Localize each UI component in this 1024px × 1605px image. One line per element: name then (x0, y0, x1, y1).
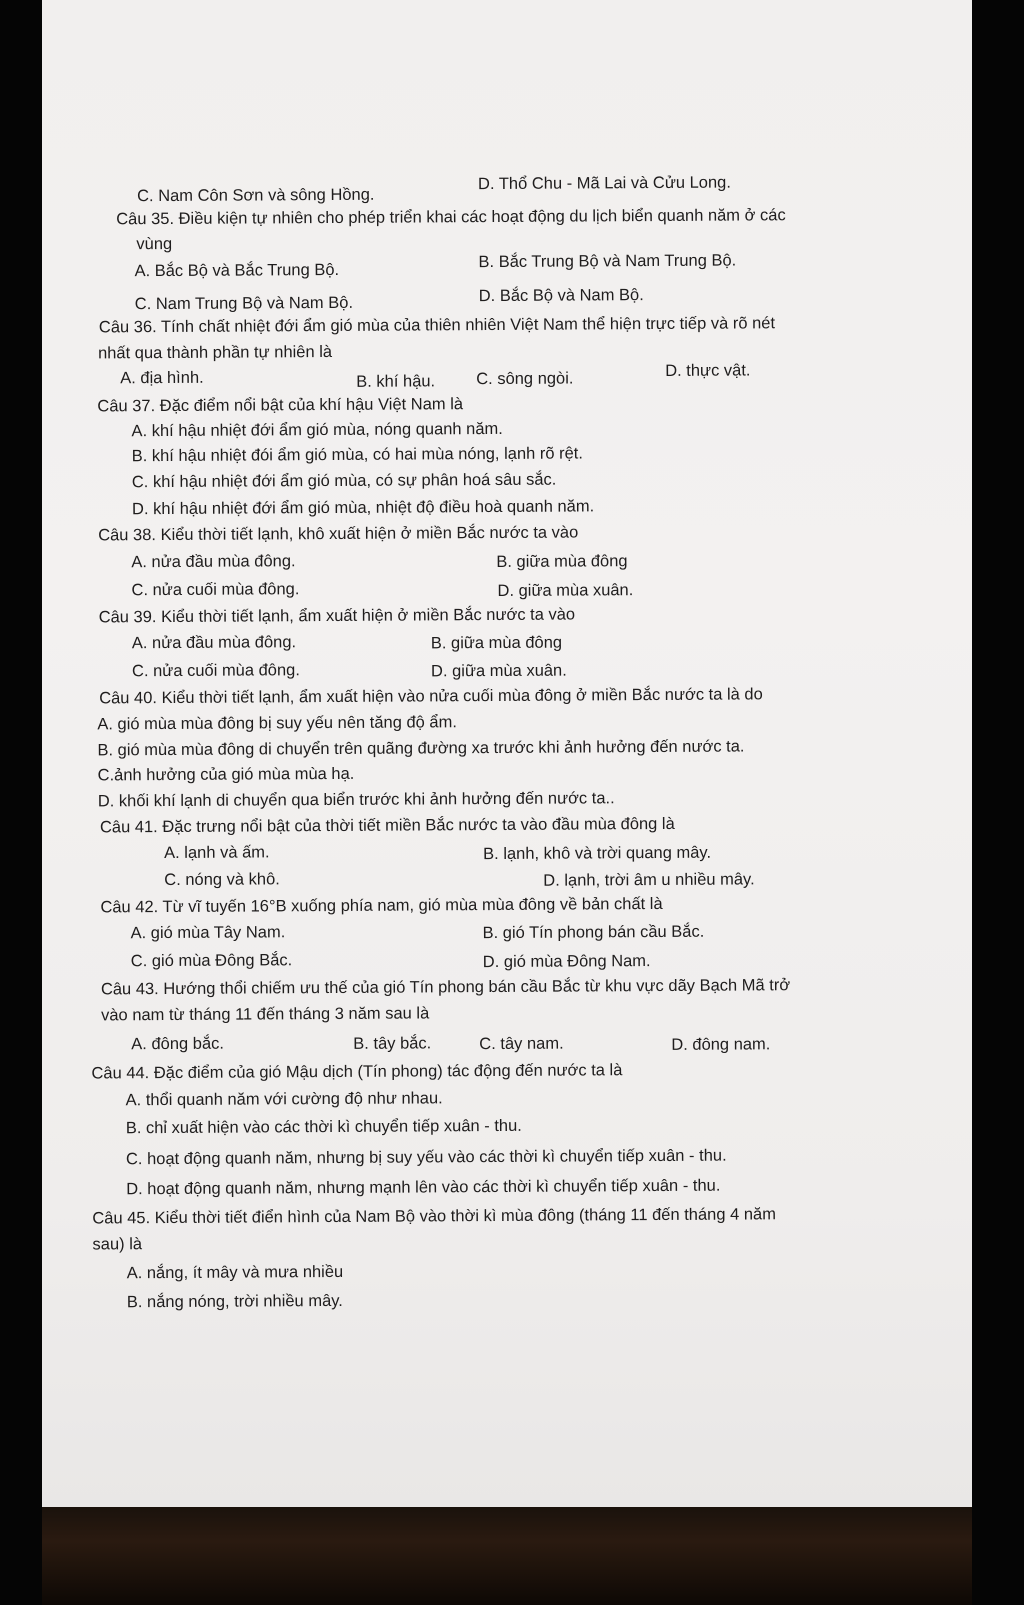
q40-option-d: D. khối khí lạnh di chuyển qua biển trước khi ảnh hưởng đến nước ta.. (97, 789, 615, 811)
q36-stem: Câu 36. Tính chất nhiệt đới ẩm gió mùa của thiên nhiên Việt Nam thể hiện trực tiếp và rõ nét (98, 314, 776, 337)
q38-option-d: D. giữa mùa xuân. (497, 581, 634, 600)
exam-paper-sheet (42, 0, 972, 1507)
q45-stem-cont: sau) là (92, 1235, 143, 1254)
q44-stem: Câu 44. Đặc điểm của gió Mậu dịch (Tín phong) tác động đến nước ta là (91, 1061, 623, 1083)
wooden-table-background (42, 1507, 972, 1605)
q39-stem: Câu 39. Kiểu thời tiết lạnh, ẩm xuất hiện ở miền Bắc nước ta vào (98, 605, 576, 627)
q36-option-d: D. thực vật. (665, 361, 751, 380)
right-dark-border (972, 0, 1024, 1605)
q39-option-a: A. nửa đầu mùa đông. (131, 633, 297, 653)
q36-option-c: C. sông ngòi. (476, 369, 574, 389)
q44-option-d: D. hoạt động quanh năm, nhưng mạnh lên vào các thời kì chuyển tiếp xuân - thu. (126, 1176, 721, 1199)
q36-option-b: B. khí hậu. (356, 372, 436, 391)
q37-option-c: C. khí hậu nhiệt đới ẩm gió mùa, có sự phân hoá sâu sắc. (131, 470, 557, 492)
q39-option-d: D. giữa mùa xuân. (430, 661, 567, 681)
q35-option-d: D. Bắc Bộ và Nam Bộ. (478, 286, 644, 306)
q42-option-d: D. gió mùa Đông Nam. (482, 952, 651, 972)
q44-option-a: A. thổi quanh năm với cường độ như nhau. (125, 1089, 443, 1110)
q44-option-b: B. chỉ xuất hiện vào các thời kì chuyển tiếp xuân - thu. (125, 1116, 522, 1138)
q41-option-a: A. lạnh và ấm. (164, 843, 270, 863)
q45-option-b: B. nắng nóng, trời nhiều mây. (126, 1291, 343, 1312)
q40-stem: Câu 40. Kiểu thời tiết lạnh, ẩm xuất hiện vào nửa cuối mùa đông ở miền Bắc nước ta là do (99, 685, 763, 708)
q35-stem: Câu 35. Điều kiện tự nhiên cho phép triển khai các hoạt động du lịch biển quanh năm ở các (116, 206, 786, 229)
q36-option-a: A. địa hình. (120, 368, 204, 388)
q40-option-c: C.ảnh hưởng của gió mùa mùa hạ. (97, 764, 355, 785)
q37-option-b: B. khí hậu nhiệt đói ẩm gió mùa, có hai mùa nóng, lạnh rõ rệt. (131, 444, 584, 466)
q37-stem: Câu 37. Đặc điểm nổi bật của khí hậu Việt Nam là (97, 395, 464, 416)
q44-option-c: C. hoạt động quanh năm, nhưng bị suy yếu vào các thời kì chuyển tiếp xuân - thu. (125, 1146, 727, 1169)
q41-option-c: C. nóng và khô. (164, 870, 280, 890)
q38-stem: Câu 38. Kiểu thời tiết lạnh, khô xuất hiện ở miền Bắc nước ta vào (98, 523, 579, 545)
q35-option-a: A. Bắc Bộ và Bắc Trung Bộ. (134, 260, 340, 281)
q40-option-a: A. gió mùa mùa đông bị suy yếu nên tăng độ ẩm. (97, 713, 457, 734)
q43-stem: Câu 43. Hướng thổi chiếm ưu thế của gió Tín phong bán cầu Bắc từ khu vực dãy Bạch Mã trở (100, 976, 791, 999)
q35-option-c: C. Nam Trung Bộ và Nam Bộ. (134, 293, 354, 314)
q35-stem-cont: vùng (136, 234, 173, 254)
q36-stem-cont: nhất qua thành phần tự nhiên là (97, 342, 333, 363)
q42-stem: Câu 42. Từ vĩ tuyến 16°B xuống phía nam, gió mùa mùa đông về bản chất là (100, 894, 663, 917)
q41-option-b: B. lạnh, khô và trời quang mây. (483, 843, 712, 864)
left-dark-border (0, 0, 42, 1605)
q38-option-b: B. giữa mùa đông (496, 552, 628, 571)
q42-option-c: C. gió mùa Đông Bắc. (130, 951, 293, 971)
q34-option-c: C. Nam Côn Sơn và sông Hồng. (137, 185, 375, 206)
q43-stem-cont: vào nam từ tháng 11 đến tháng 3 năm sau là (101, 1004, 430, 1025)
q43-option-a: A. đông bắc. (131, 1034, 224, 1054)
q43-option-d: D. đông nam. (671, 1035, 771, 1054)
q35-option-b: B. Bắc Trung Bộ và Nam Trung Bộ. (478, 251, 737, 272)
q37-option-a: A. khí hậu nhiệt đới ẩm gió mùa, nóng quanh năm. (131, 419, 503, 441)
q45-option-a: A. nắng, ít mây và mưa nhiều (126, 1262, 344, 1283)
q38-option-a: A. nửa đầu mùa đông. (131, 552, 296, 572)
q39-option-c: C. nửa cuối mùa đông. (131, 661, 300, 681)
q37-option-d: D. khí hậu nhiệt đới ẩm gió mùa, nhiệt độ điều hoà quanh năm. (131, 497, 595, 519)
q41-stem: Câu 41. Đặc trưng nổi bật của thời tiết miền Bắc nước ta vào đầu mùa đông là (99, 814, 675, 837)
q42-option-a: A. gió mùa Tây Nam. (130, 923, 286, 943)
q43-option-b: B. tây bắc. (353, 1034, 432, 1053)
q39-option-b: B. giữa mùa đông (430, 633, 563, 653)
q42-option-b: B. gió Tín phong bán cầu Bắc. (482, 922, 705, 943)
q41-option-d: D. lạnh, trời âm u nhiều mây. (543, 870, 755, 890)
q34-option-d: D. Thổ Chu - Mã Lai và Cửu Long. (477, 173, 731, 194)
exam-text-block (42, 0, 972, 1507)
q43-option-c: C. tây nam. (479, 1034, 564, 1054)
q40-option-b: B. gió mùa mùa đông di chuyển trên quãng đường xa trước khi ảnh hưởng đến nước ta. (97, 737, 745, 760)
q45-stem: Câu 45. Kiểu thời tiết điển hình của Nam Bộ vào thời kì mùa đông (tháng 11 đến tháng 4 năm (92, 1205, 776, 1228)
q38-option-c: C. nửa cuối mùa đông. (131, 580, 300, 600)
